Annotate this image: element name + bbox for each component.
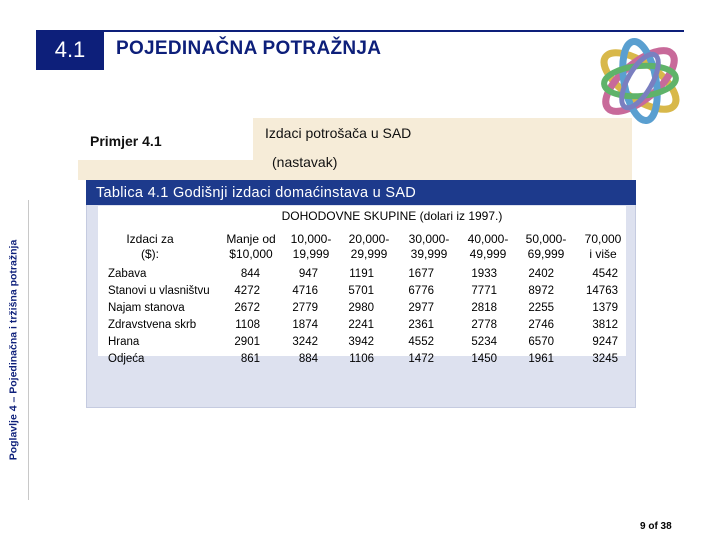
table-cell: 1108	[235, 319, 260, 331]
table-cell: 2977	[408, 302, 434, 314]
table-cell: 3942	[348, 336, 374, 348]
table-cell: 1677	[408, 268, 434, 280]
table-cell: 2746	[528, 319, 554, 331]
table-cell: 1191	[349, 268, 374, 280]
table-cell: 2980	[348, 302, 374, 314]
section-number: 4.1	[54, 37, 86, 62]
table-cell: 4552	[408, 336, 434, 348]
table-cell: 2672	[234, 302, 260, 314]
table-row-label: Najam stanova	[108, 302, 185, 314]
row-header: Izdaci za ($):	[126, 232, 174, 261]
table-cell: 2901	[234, 336, 260, 348]
value-column	[516, 266, 554, 368]
table-cell: 3812	[592, 319, 618, 331]
value-column	[457, 266, 497, 368]
column-header: 40,000- 49,999	[467, 232, 509, 261]
table-cell: 1472	[408, 353, 434, 365]
table-cell: 4716	[292, 285, 318, 297]
value-column	[398, 266, 434, 368]
table-row-label: Odjeća	[108, 353, 145, 365]
table-cell: 14763	[586, 285, 618, 297]
row-labels	[108, 266, 220, 368]
table-cell: 1874	[292, 319, 318, 331]
table-cell: 2402	[528, 268, 554, 280]
table-row-label: Hrana	[108, 336, 140, 348]
table-row-label: Zabava	[108, 268, 147, 280]
chapter-side-label: Poglavlje 4 – Pojedinačna i tržišna potražnja	[7, 239, 20, 461]
table-cell: 844	[240, 268, 260, 280]
table-cell: 861	[240, 353, 260, 365]
example-label: Primjer 4.1	[90, 133, 162, 149]
value-column	[578, 266, 618, 368]
section-number-box	[36, 30, 104, 70]
side-rule	[28, 200, 29, 500]
table-cell: 5701	[348, 285, 374, 297]
column-header: 20,000- 29,999	[348, 232, 390, 261]
table-row-label: Zdravstvena skrb	[108, 319, 197, 331]
table-cell: 1933	[471, 268, 497, 280]
column-header: 50,000- 69,999	[525, 232, 567, 261]
table-cell: 9247	[592, 336, 618, 348]
table-cell: 884	[298, 353, 318, 365]
table-cell: 4272	[234, 285, 260, 297]
example-title: Izdaci potrošača u SAD	[265, 125, 412, 141]
table-cell: 3242	[292, 336, 318, 348]
page-title: POJEDINAČNA POTRAŽNJA	[116, 38, 382, 59]
table-cell: 2255	[528, 302, 554, 314]
table-cell: 2361	[408, 319, 434, 331]
table-cell: 947	[298, 268, 318, 280]
page-number: 9 of 38	[640, 521, 672, 532]
table-cell: 2778	[471, 319, 497, 331]
table-cell: 8972	[528, 285, 554, 297]
table-cell: 2779	[292, 302, 318, 314]
column-header: 70,000 i više	[584, 232, 622, 261]
table-cell: 1961	[528, 353, 554, 365]
table-cell: 1106	[349, 353, 374, 365]
table-cell: 1379	[592, 302, 618, 314]
value-column	[338, 266, 374, 368]
table-cell: 6570	[528, 336, 554, 348]
example-subtitle: (nastavak)	[272, 154, 338, 170]
table-cell: 2818	[471, 302, 497, 314]
table-row-label: Stanovi u vlasništvu	[108, 285, 210, 297]
table-group-header: DOHODOVNE SKUPINE (dolari iz 1997.)	[281, 209, 503, 223]
table-cell: 2241	[348, 319, 374, 331]
table-cell: 3245	[592, 353, 618, 365]
column-header: 30,000- 39,999	[408, 232, 450, 261]
value-column	[280, 266, 318, 368]
table-cell: 4542	[592, 268, 618, 280]
column-header: 10,000- 19,999	[290, 232, 332, 261]
table-cell: 7771	[471, 285, 497, 297]
table-title: Tablica 4.1 Godišnji izdaci domaćinstava u SAD	[96, 185, 417, 201]
value-column	[220, 266, 260, 368]
table-cell: 5234	[471, 336, 497, 348]
column-header: Manje od $10,000	[226, 232, 276, 261]
table-cell: 6776	[408, 285, 434, 297]
table-cell: 1450	[471, 353, 497, 365]
